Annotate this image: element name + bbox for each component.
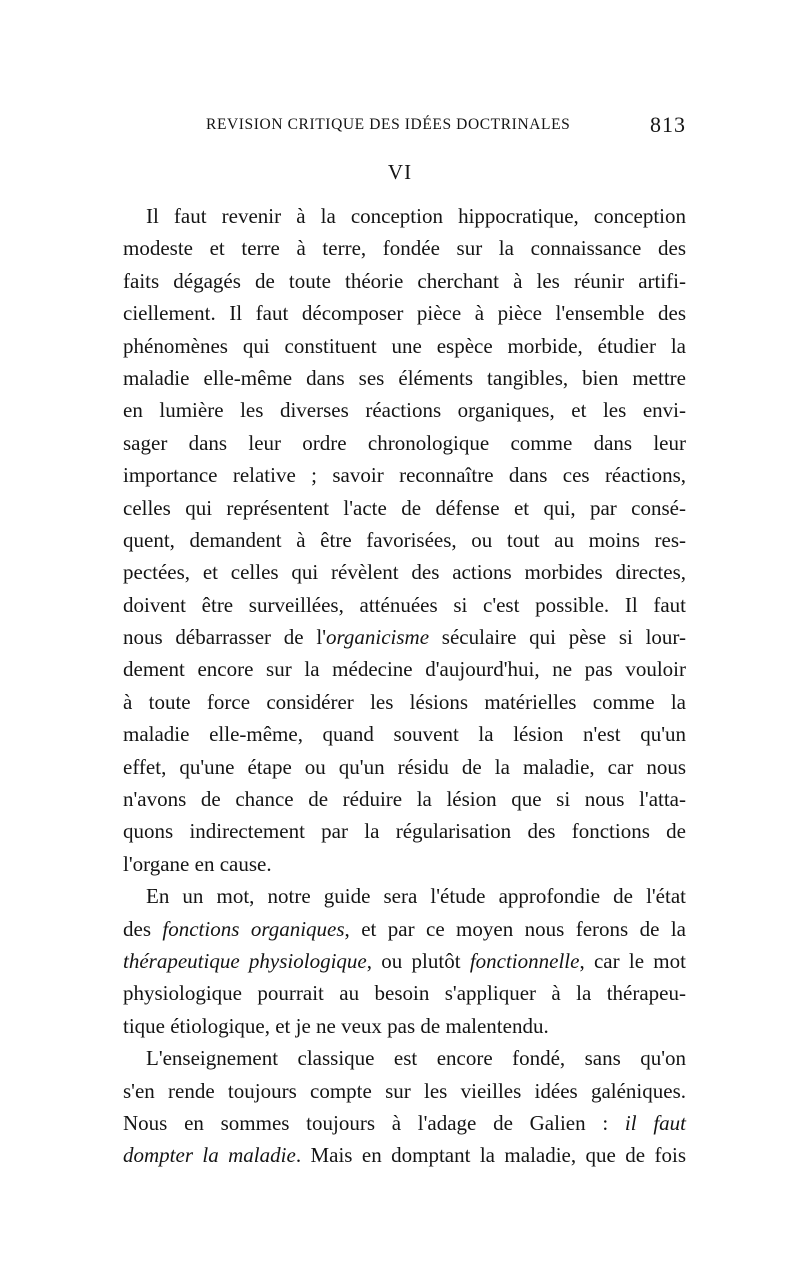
- italic-text: dompter la maladie: [123, 1143, 296, 1168]
- text-segment: En un mot, notre guide sera l'étude approfondie de l'état: [146, 884, 686, 909]
- text-segment: séculaire qui pèse si lour-: [429, 625, 686, 650]
- text-segment: Il faut revenir à la conception hippocratique, conception: [146, 204, 686, 228]
- italic-text: thérapeutique physiologique: [123, 948, 367, 973]
- text-line: [123, 783, 686, 815]
- text-line: [123, 653, 686, 685]
- text-segment: pectées, et celles qui révèlent des actions morbides directes,: [123, 560, 686, 585]
- text-segment: effet, qu'une étape ou qu'un résidu de la maladie, car nous: [123, 754, 686, 779]
- text-segment: doivent être surveillées, atténuées si c'est possible. Il faut: [123, 592, 686, 617]
- text-line: [123, 621, 686, 653]
- page-number: 813: [650, 112, 686, 137]
- text-line: [123, 297, 686, 329]
- running-head: [122, 112, 686, 142]
- text-line: [123, 459, 686, 491]
- text-segment: des: [123, 916, 163, 941]
- text-line: [123, 524, 686, 556]
- text-line: [123, 686, 686, 718]
- text-line: [123, 1139, 686, 1171]
- text-line: [123, 977, 686, 1009]
- text-segment: modeste et terre à terre, fondée sur la connaissance des: [123, 236, 686, 261]
- text-line: [123, 848, 686, 880]
- text-segment: quons indirectement par la régularisation des fonctions de: [123, 819, 686, 844]
- text-line: [123, 362, 686, 394]
- text-line: [123, 492, 686, 524]
- text-segment: . Mais en domptant la maladie, que de fois: [295, 1143, 686, 1168]
- text-segment: s'en rende toujours compte sur les vieilles idées galéniques.: [123, 1078, 686, 1103]
- text-line: [123, 751, 686, 783]
- text-segment: ciellement. Il faut décomposer pièce à pièce l'ensemble des: [123, 301, 686, 326]
- text-line: [123, 394, 686, 426]
- text-line: [123, 330, 686, 362]
- text-line: [123, 1107, 686, 1139]
- text-segment: importance relative ; savoir reconnaître dans ces réactions,: [123, 463, 686, 488]
- text-segment: , car le mot: [579, 948, 686, 973]
- text-segment: maladie elle-même, quand souvent la lésion n'est qu'un: [123, 722, 686, 747]
- text-segment: phénomènes qui constituent une espèce morbide, étudier la: [123, 333, 686, 358]
- text-line: [123, 589, 686, 621]
- text-segment: dement encore sur la médecine d'aujourd'hui, ne pas vouloir: [123, 657, 686, 682]
- text-line: [123, 880, 686, 912]
- text-segment: Nous en sommes toujours à l'adage de Galien :: [123, 1110, 625, 1135]
- text-segment: physiologique pourrait au besoin s'appliquer à la thérapeu-: [123, 981, 686, 1006]
- text-line: [123, 556, 686, 588]
- text-segment: quent, demandent à être favorisées, ou tout au moins res-: [123, 527, 686, 552]
- text-segment: nous débarrasser de l': [123, 625, 326, 650]
- text-line: [123, 232, 686, 264]
- running-title: REVISION CRITIQUE DES IDÉES DOCTRINALES: [206, 116, 571, 133]
- text-segment: en lumière les diverses réactions organiques, et les envi-: [123, 398, 686, 423]
- body-text: [123, 200, 686, 1172]
- text-line: [123, 265, 686, 297]
- text-segment: à toute force considérer les lésions matérielles comme la: [123, 689, 686, 714]
- text-segment: l'organe en cause.: [123, 851, 272, 876]
- italic-text: organicisme: [326, 625, 430, 650]
- section-number: VI: [387, 160, 413, 184]
- text-line: [123, 945, 686, 977]
- text-segment: sager dans leur ordre chronologique comme dans leur: [123, 430, 686, 455]
- text-segment: maladie elle-même dans ses éléments tangibles, bien mettre: [123, 365, 686, 390]
- text-line: [123, 815, 686, 847]
- italic-text: il faut: [624, 1110, 686, 1135]
- text-line: [123, 1042, 686, 1074]
- text-segment: celles qui représentent l'acte de défense et qui, par consé-: [123, 495, 686, 520]
- italic-text: fonctions organiques: [162, 916, 345, 941]
- text-line: [123, 200, 686, 232]
- text-segment: , ou plutôt: [366, 948, 470, 973]
- text-segment: faits dégagés de toute théorie cherchant à les réunir artifi-: [123, 268, 686, 293]
- text-segment: tique étiologique, et je ne veux pas de malentendu.: [123, 1013, 549, 1038]
- text-segment: n'avons de chance de réduire la lésion que si nous l'atta-: [123, 787, 686, 812]
- text-segment: , et par ce moyen nous ferons de la: [344, 916, 686, 941]
- text-line: [123, 718, 686, 750]
- text-segment: L'enseignement classique est encore fondé, sans qu'on: [146, 1046, 686, 1071]
- italic-text: fonctionnelle: [469, 948, 580, 973]
- text-line: [123, 427, 686, 459]
- text-line: [123, 913, 686, 945]
- text-line: [123, 1075, 686, 1107]
- text-line: [123, 1010, 686, 1042]
